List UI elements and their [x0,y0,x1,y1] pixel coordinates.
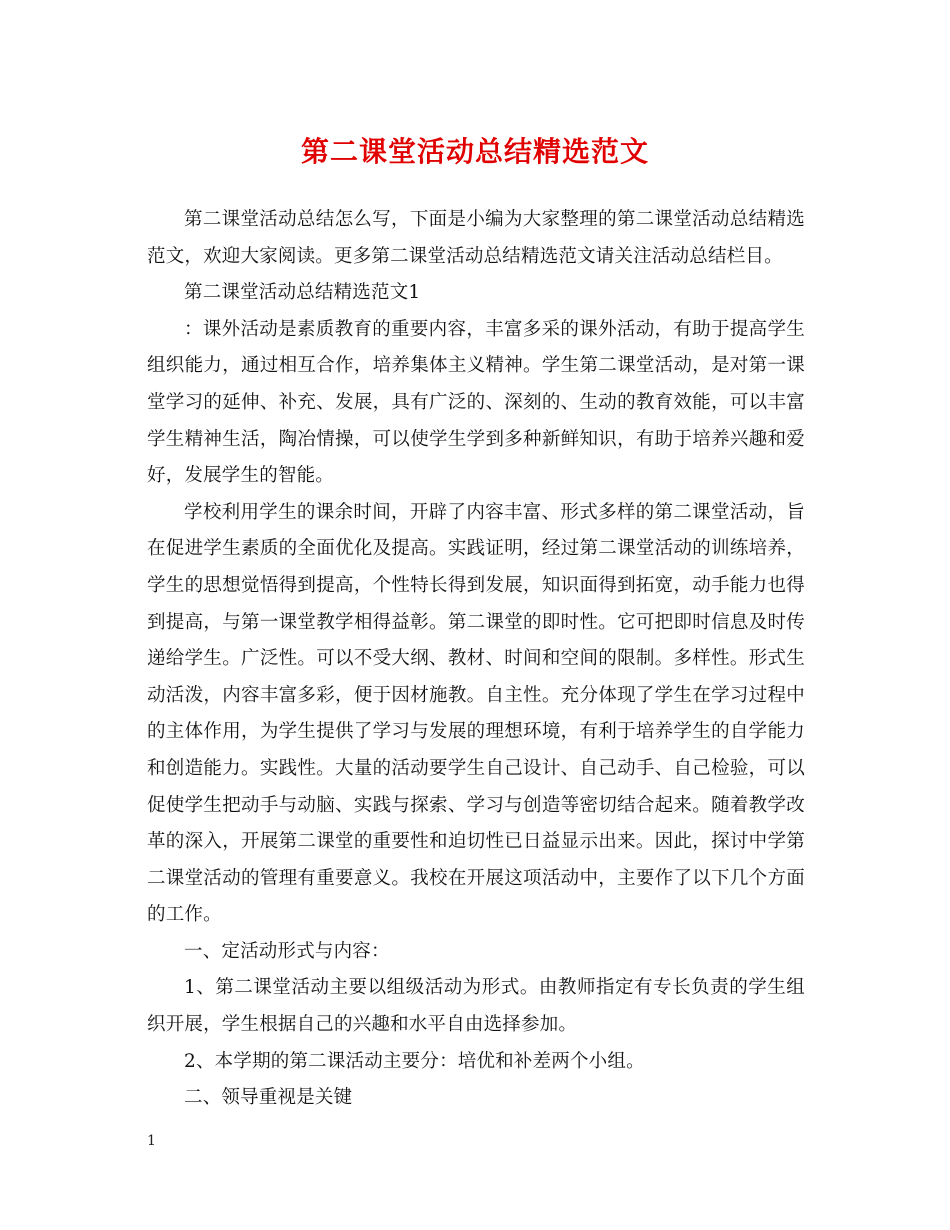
paragraph-extracurricular: ：课外活动是素质教育的重要内容，丰富多采的课外活动，有助于提高学生组织能力，通过相互合作，培养集体主义精神。学生第二课堂活动，是对第一课堂学习的延伸、补充、发展，具有广泛的、深刻的、生动的教育效能，可以丰富学生精神生活，陶冶情操，可以使学生学到多种新鲜知识，有助于培养兴趣和爱好，发展学生的智能。 [147,318,805,487]
page-number: 1 [147,1133,156,1149]
paragraph-heading-one: 一、定活动形式与内容： [184,940,390,962]
paragraph-section-heading: 第二课堂活动总结精选范文1 [184,282,421,304]
paragraph-intro: 第二课堂活动总结怎么写，下面是小编为大家整理的第二课堂活动总结精选范文，欢迎大家阅读。更多第二课堂活动总结精选范文请关注活动总结栏目。 [147,209,805,267]
paragraph-school-activities: 学校利用学生的课余时间，开辟了内容丰富、形式多样的第二课堂活动，旨在促进学生素质的全面优化及提高。实践证明，经过第二课堂活动的训练培养，学生的思想觉悟得到提高，个性特长得到发展，知识面得到拓宽，动手能力也得到提高，与第一课堂教学相得益彰。第二课堂的即时性。它可把即时信息及时传递给学生。广泛性。可以不受大纲、教材、时间和空间的限制。多样性。形式生动活泼，内容丰富多彩，便于因材施教。自主性。充分体现了学生在学习过程中的主体作用，为学生提供了学习与发展的理想环境，有利于培养学生的自学能力和创造能力。实践性。大量的活动要学生自己设计、自己动手、自己检验，可以促使学生把动手与动脑、实践与探索、学习与创造等密切结合起来。随着教学改革的深入，开展第二课堂的重要性和迫切性已日益显示出来。因此，探讨中学第二课堂活动的管理有重要意义。我校在开展这项活动中，主要作了以下几个方面的工作。 [147,501,805,926]
paragraph-heading-two: 二、领导重视是关键 [184,1087,353,1109]
document-title: 第二课堂活动总结精选范文 [300,135,649,168]
paragraph-item-one: 1、第二课堂活动主要以组级活动为形式。由教师指定有专长负责的学生组织开展，学生根据自己的兴趣和水平自由选择参加。 [147,977,805,1036]
paragraph-item-two: 2、本学期的第二课活动主要分：培优和补差两个小组。 [184,1050,645,1072]
document-body [147,202,805,1117]
